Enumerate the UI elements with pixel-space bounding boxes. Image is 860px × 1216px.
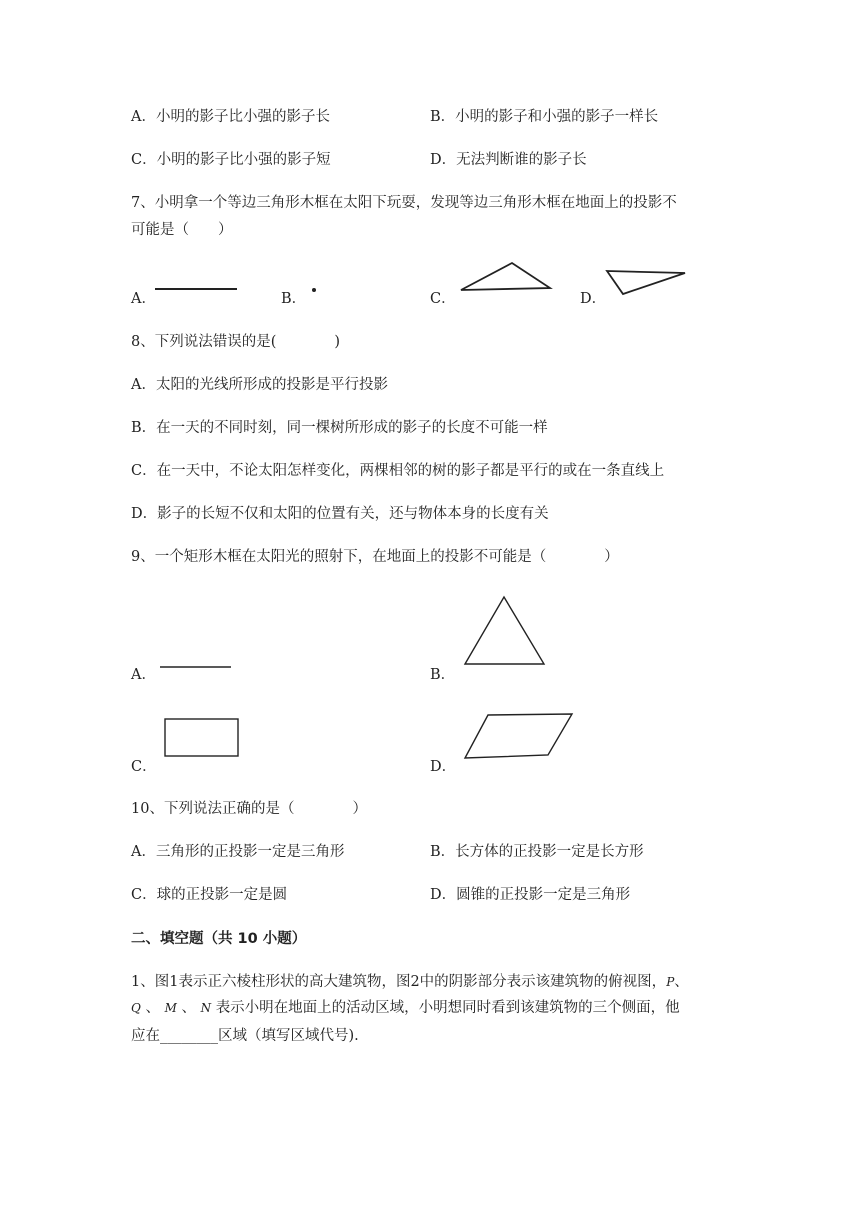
fill1-line1-text: 1、图1表示正六棱柱形状的高大建筑物，图2中的阴影部分表示该建筑物的俯视图， [131,974,667,990]
q9-figure-rectangle [162,716,242,760]
fill1-var-q: Q [131,1001,141,1015]
fill1-sep: 、 [181,1000,196,1016]
q8-option-d: D．影子的长短不仅和太阳的位置有关，还与物体本身的长度有关 [131,506,549,522]
q10-stem: 10、下列说法正确的是（ ） [131,801,367,817]
fill1-sep: 、 [674,974,689,990]
q7-label-b: B． [281,291,307,307]
q6-option-d: D．无法判断谁的影子长 [430,152,587,168]
q8-option-a: A．太阳的光线所形成的投影是平行投影 [131,377,388,393]
q9-label-c: C． [131,759,157,775]
section-heading-fill-in: 二、填空题（共 10 小题） [131,931,307,947]
q10-option-d: D．圆锥的正投影一定是三角形 [430,887,631,903]
q10-option-a: A．三角形的正投影一定是三角形 [131,844,345,860]
q9-figure-triangle [462,594,548,668]
q9-figure-segment [160,664,235,670]
fill1-line2 [131,996,680,1017]
q7-figure-triangle-c [455,260,555,295]
q10-option-c: C．球的正投影一定是圆 [131,887,288,903]
q7-label-a: A． [131,291,156,307]
q10-option-b: B．长方体的正投影一定是长方形 [430,844,644,860]
q7-label-d: D． [580,291,607,307]
q9-label-a: A． [131,667,156,683]
q6-option-c: C．小明的影子比小强的影子短 [131,152,331,168]
q9-figure-parallelogram [462,712,577,762]
q7-figure-segment [155,285,240,293]
q7-stem-line2: 可能是（ ） [131,222,233,238]
fill1-line3: 应在________区域（填写区域代号). [131,1028,359,1044]
fill1-line2-text: 表示小明在地面上的活动区域，小明想同时看到该建筑物的三个侧面，他 [215,1000,680,1016]
q7-label-c: C． [430,291,456,307]
fill1-line1 [131,970,689,991]
q8-stem: 8、下列说法错误的是( ) [131,334,341,350]
q9-label-d: D． [430,759,457,775]
fill1-var-n: N [200,1001,212,1015]
q6-option-b: B．小明的影子和小强的影子一样长 [430,109,659,125]
q9-stem: 9、一个矩形木框在太阳光的照射下，在地面上的投影不可能是（ ） [131,549,619,565]
q9-label-b: B． [430,667,456,683]
q8-option-c: C．在一天中，不论太阳怎样变化，两棵相邻的树的影子都是平行的或在一条直线上 [131,463,665,479]
q7-figure-triangle-d [605,268,690,298]
fill1-var-p: P [666,975,675,989]
q6-option-a: A．小明的影子比小强的影子长 [131,109,330,125]
q7-figure-point [310,286,318,294]
fill1-sep: 、 [145,1000,160,1016]
q8-option-b: B．在一天的不同时刻，同一棵树所形成的影子的长度不可能一样 [131,420,548,436]
fill1-var-m: M [164,1001,177,1015]
q7-stem-line1: 7、小明拿一个等边三角形木框在太阳下玩耍，发现等边三角形木框在地面上的投影不 [131,195,677,211]
